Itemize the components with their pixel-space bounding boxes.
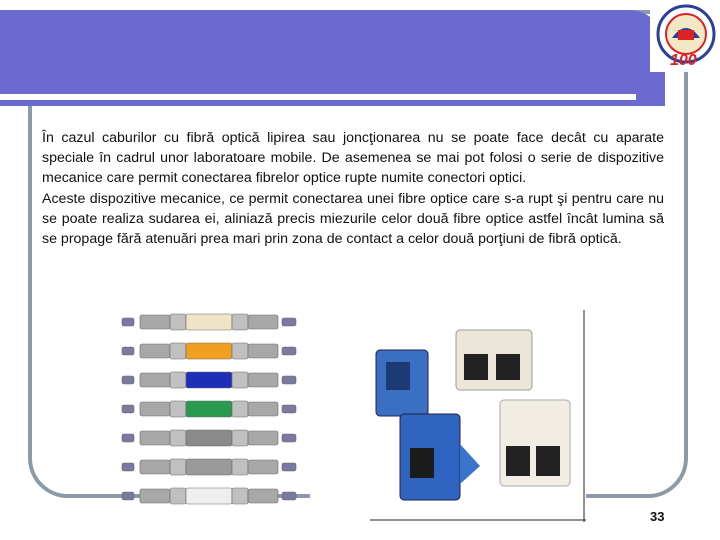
paragraph-1: În cazul caburilor cu fibră optică lipirea sau joncţionarea nu se poate face decât cu aparate speciale în cadrul unor laboratoare mobile. De asemenea se mai pot folosi o serie de dispozitive mecanice care permit conectarea fibrelor optice rupte numite conectori optici.	[42, 130, 664, 187]
sc-adapters-image	[370, 310, 586, 522]
connector-row	[122, 343, 296, 359]
connector-row	[122, 314, 296, 330]
slide-header-bar	[0, 10, 665, 106]
body-text	[42, 128, 664, 249]
connector-row	[122, 430, 296, 446]
logo-number: 100	[670, 52, 697, 69]
paragraph-2: Aceste dispozitive mecanice, ce permit conectarea unei fibre optice care s-a rupt şi pentru care nu se poate realiza sudarea ei, aliniază precis miezurile celor două fibre optice astfel încât lumina să se propage fără atenuări prea mari prin zona de contact a celor două porţiuni de fibră optică.	[42, 190, 664, 248]
connector-row	[122, 459, 296, 475]
page-number: 33	[650, 509, 665, 524]
connector-row	[122, 372, 296, 388]
connector-row	[122, 488, 296, 504]
header-divider	[0, 94, 636, 100]
inline-fiber-connectors-image	[118, 304, 310, 524]
frame-gap	[310, 492, 380, 502]
connector-row	[122, 401, 296, 417]
anniversary-logo	[650, 0, 720, 72]
